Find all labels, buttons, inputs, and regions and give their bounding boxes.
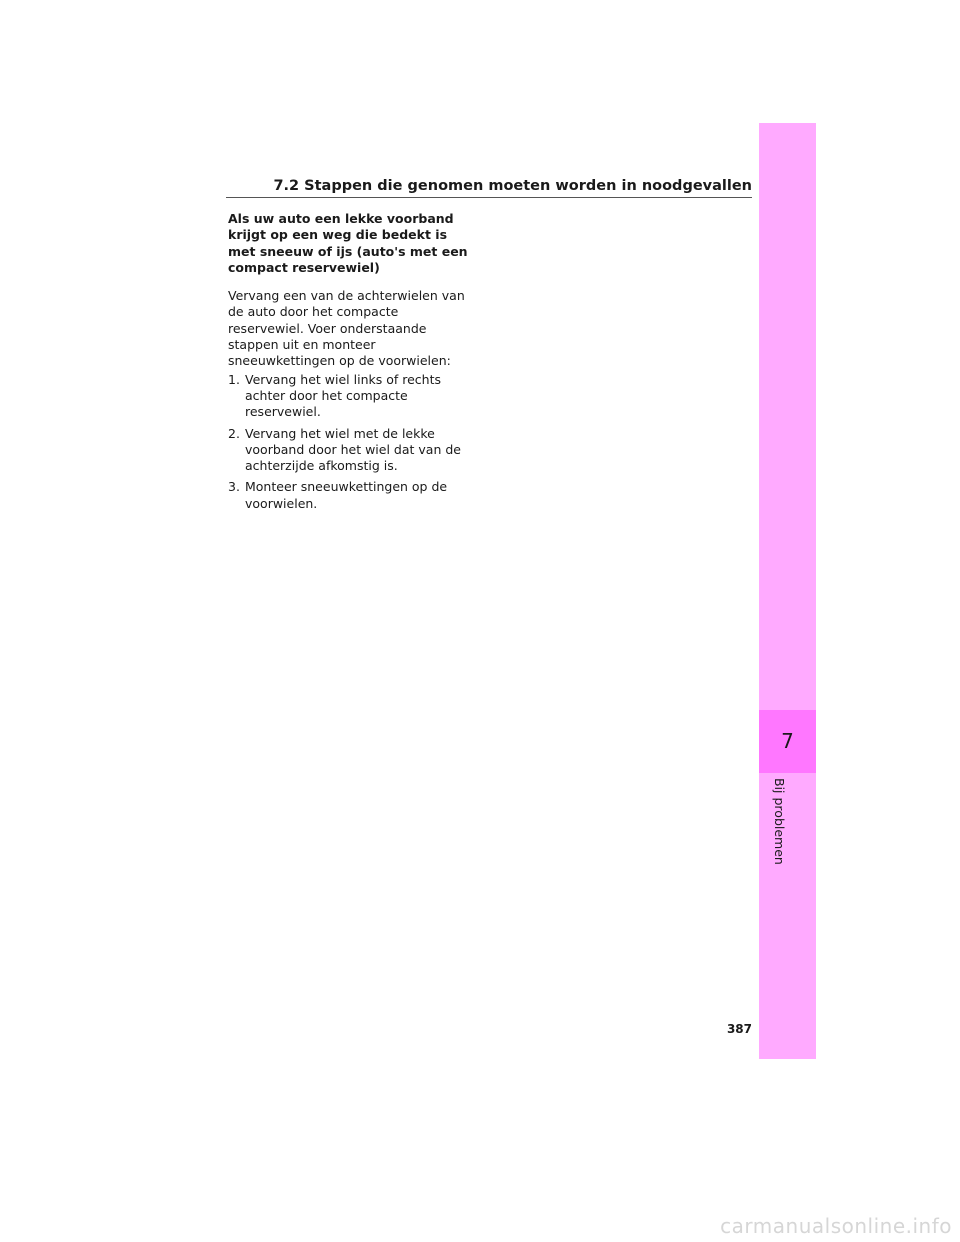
chapter-side-tab [759, 123, 816, 1059]
step-number: 1. [228, 371, 240, 387]
step-item [228, 426, 478, 475]
step-number: 3. [228, 479, 240, 495]
watermark: carmanualsonline.info [720, 1214, 952, 1238]
chapter-number: 7 [781, 729, 794, 753]
step-text: Vervang het wiel met de lekke voorband door het wiel dat van de achterzijde afkomstig is. [245, 425, 461, 474]
step-number: 2. [228, 425, 240, 441]
chapter-number-box[interactable] [759, 710, 816, 773]
intro-paragraph: Vervang een van de achterwielen van de auto door het compacte reservewiel. Voer onderstaande stappen uit en monteer sneeuwkettingen op de voorwielen: [228, 288, 465, 369]
chapter-title-container[interactable] [759, 778, 816, 878]
step-item [228, 479, 478, 512]
section-title: 7.2 Stappen die genomen moeten worden in noodgevallen [273, 178, 752, 194]
page-number: 387 [726, 1022, 752, 1036]
step-text: Monteer sneeuwkettingen op de voorwielen. [245, 479, 448, 511]
header-divider [226, 197, 752, 198]
step-text: Vervang het wiel links of rechts achter door het compacte reservewiel. [245, 371, 441, 420]
subsection-heading: Als uw auto een lekke voorband krijgt op een weg die bedekt is met sneeuw of ijs (auto's met een compact reservewiel) [228, 211, 468, 275]
main-content [228, 211, 478, 517]
chapter-title: Bij problemen [772, 778, 787, 865]
steps-list [228, 372, 478, 512]
step-item [228, 372, 478, 421]
